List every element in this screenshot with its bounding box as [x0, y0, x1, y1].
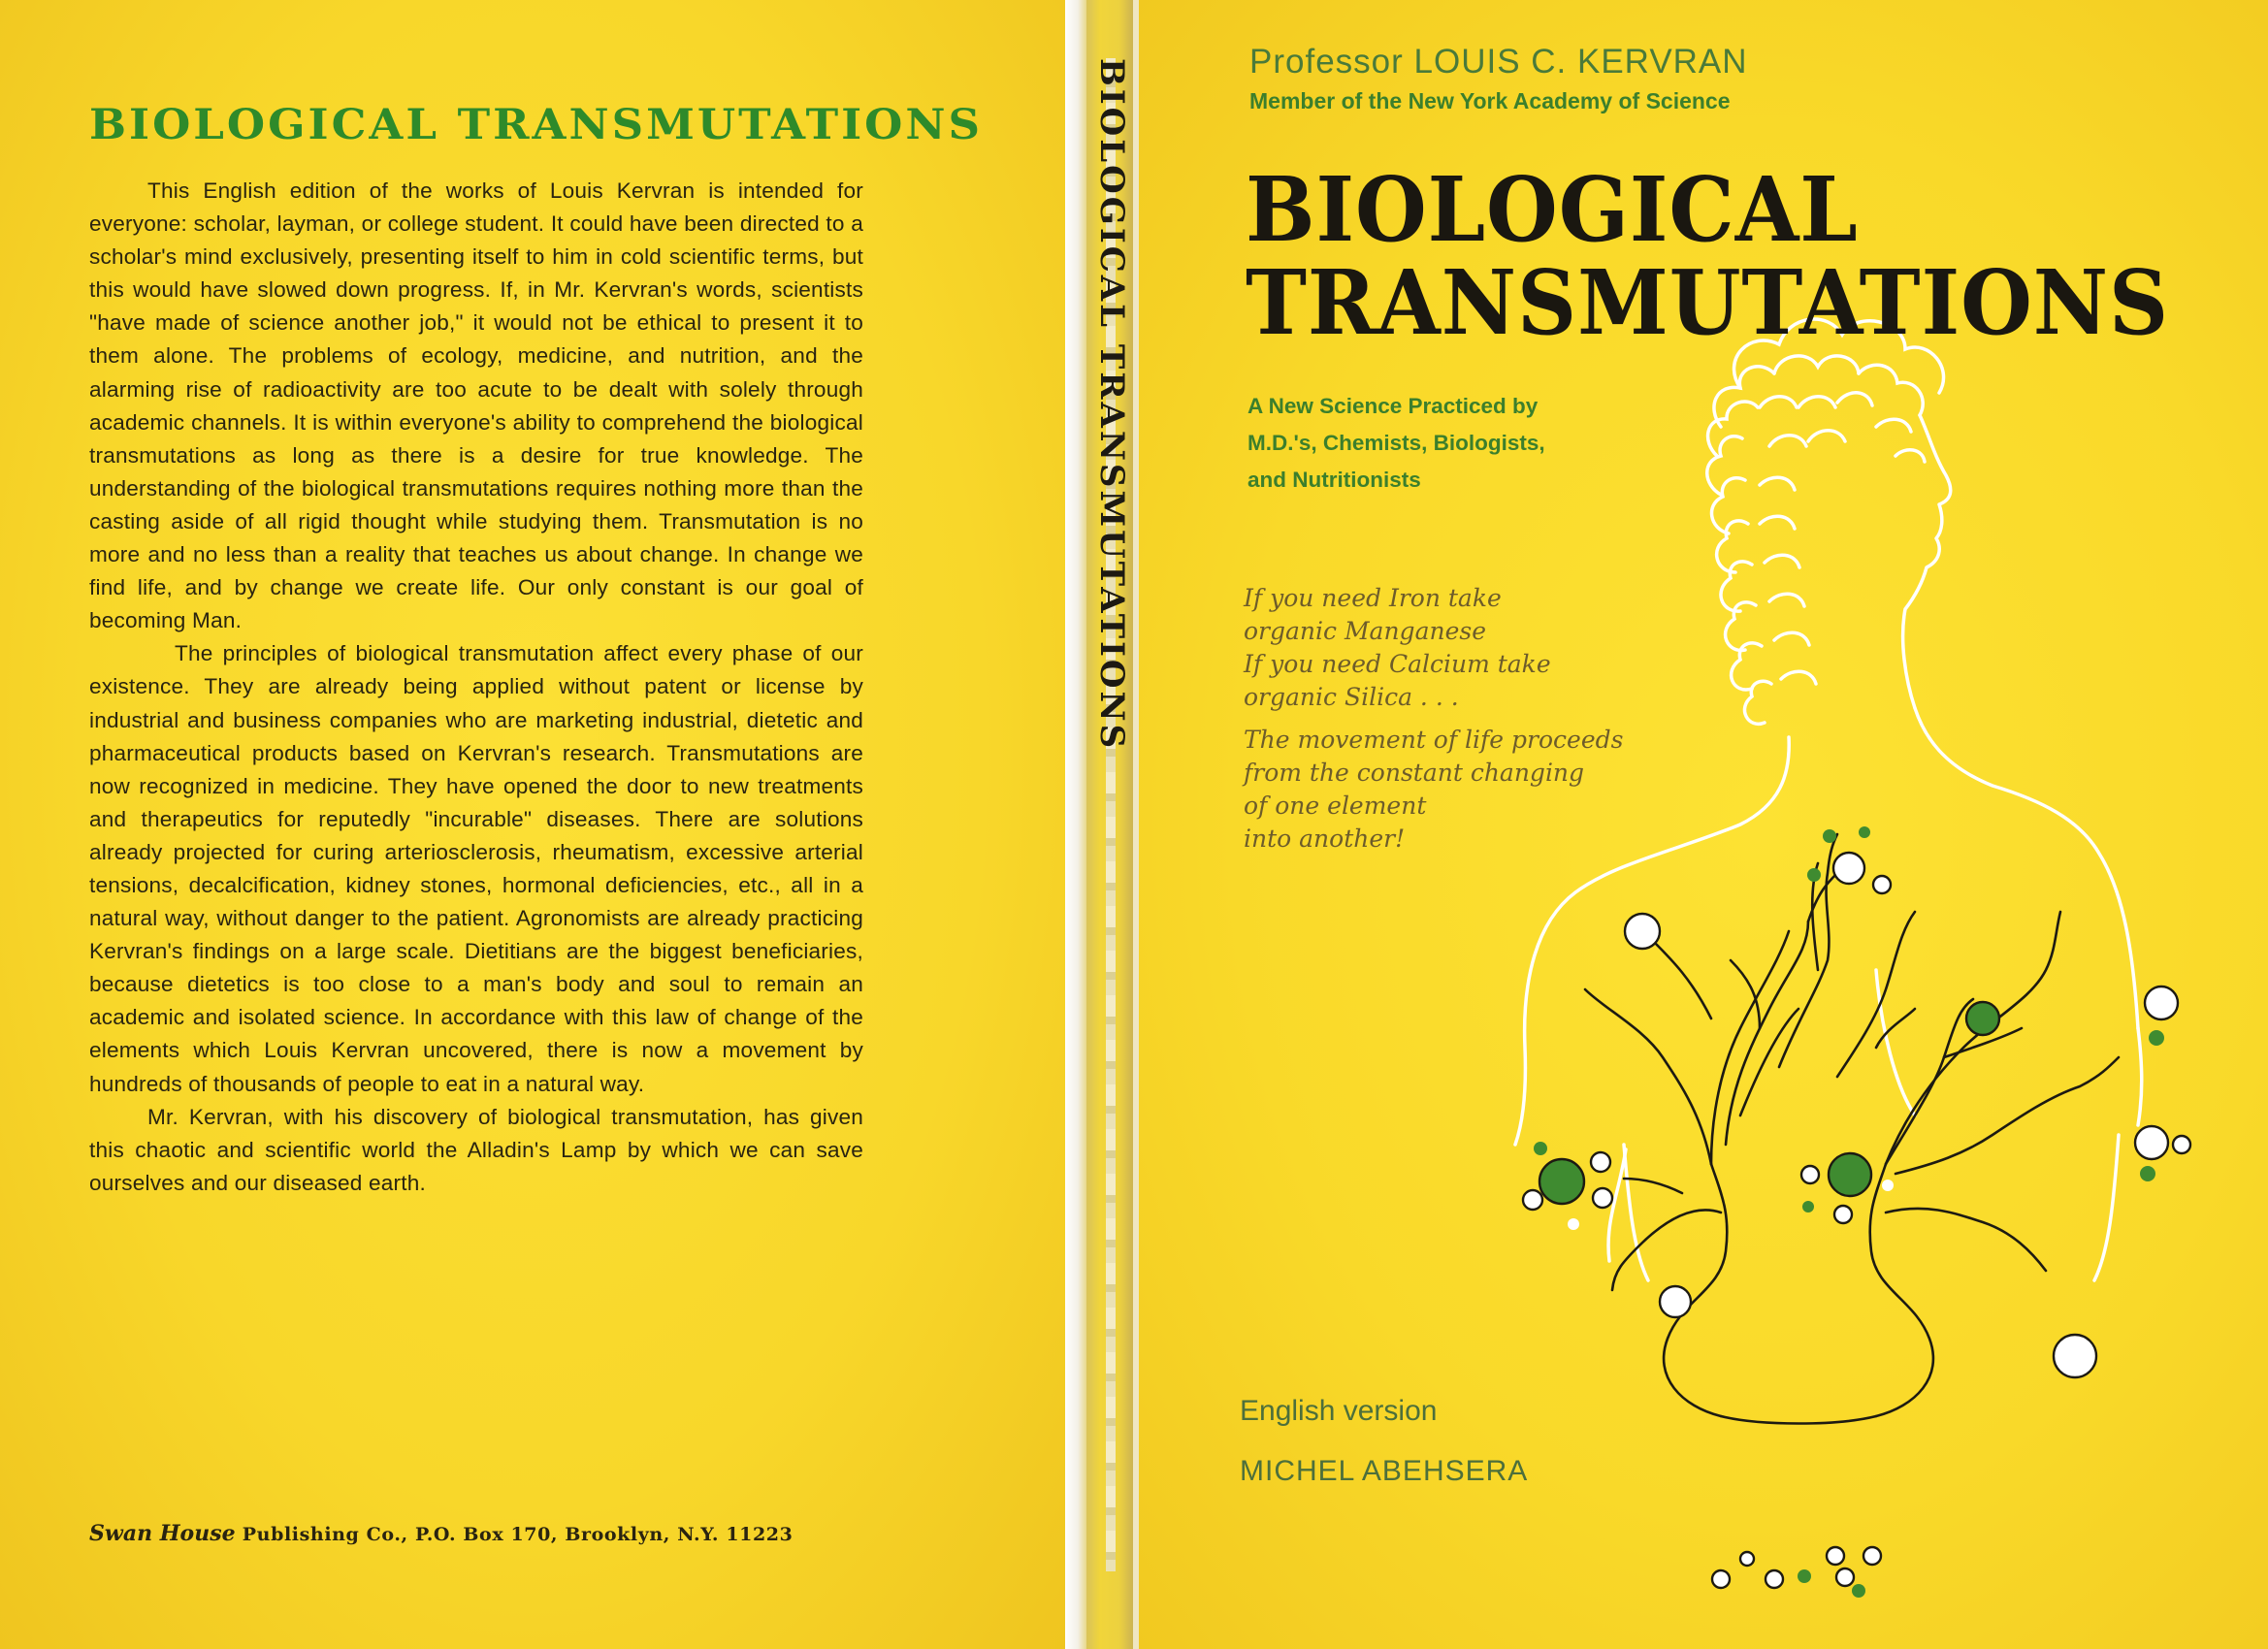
quote-line-6: from the constant changing	[1244, 759, 1585, 787]
publisher-address: Publishing Co., P.O. Box 170, Brooklyn, N.Y. 11223	[235, 1524, 794, 1545]
title-line-2: TRANSMUTATIONS	[1246, 250, 2170, 355]
back-cover-blurb	[89, 175, 863, 1200]
quote-line-2: organic Manganese	[1244, 617, 1486, 645]
translator-name: MICHEL ABEHSERA	[1240, 1455, 1529, 1487]
cover-subtitle	[1247, 388, 1545, 499]
front-cover-title	[1246, 157, 2250, 355]
hair-curls-drawing	[1707, 319, 1944, 724]
quote-line-7: of one element	[1244, 792, 1427, 820]
back-cover	[0, 0, 1065, 1649]
quote-line-5: The movement of life proceeds	[1244, 726, 1624, 754]
element-tree-drawing	[1585, 834, 2119, 1424]
quote-line-8: into another!	[1244, 824, 1406, 853]
quote-line-1: If you need Iron take	[1244, 584, 1502, 612]
subtitle-line-2: M.D.'s, Chemists, Biologists,	[1247, 431, 1545, 455]
blurb-paragraph-1: This English edition of the works of Louis Kervran is intended for everyone: scholar, layman, or college student. It could have been directed to a scholar's mind exclusively, presenting itself to him in cold scientific terms, but this would have slowed down progress. If, in Mr. Kervran's words, scientists "have made of science another job," it would not be ethical to present it to them alone. The problems of ecology, medicine, and nutrition, and the alarming rise of radioactivity are too acute to be dealt with solely through academic channels. It is within everyone's ability to comprehend the biological transmutations as long as there is a desire for true knowledge. The understanding of the biological transmutations requires nothing more than the casting aside of all rigid thought while studying them. Transmutation is no more and no less than a reality that teaches us about change. In change we find life, and by change we create life. Our only constant is our goal of becoming Man.	[89, 178, 863, 633]
blurb-paragraph-3: Mr. Kervran, with his discovery of biological transmutation, has given this chaotic and scientific world the Alladin's Lamp by which we can save ourselves and our diseased earth.	[89, 1104, 863, 1195]
subtitle-line-1: A New Science Practiced by	[1247, 394, 1539, 418]
front-cover	[1139, 0, 2268, 1649]
cover-quote	[1244, 582, 1680, 856]
quote-line-3: If you need Calcium take	[1244, 650, 1551, 678]
spine-fold-left	[1065, 0, 1086, 1649]
publisher-line	[89, 1521, 870, 1546]
author-name: Professor LOUIS C. KERVRAN	[1249, 43, 1748, 81]
quote-spacer	[1244, 714, 1680, 724]
title-line-1: BIOLOGICAL	[1246, 157, 1859, 262]
subtitle-line-3: and Nutritionists	[1247, 468, 1421, 492]
author-affiliation: Member of the New York Academy of Science	[1249, 88, 1731, 113]
blurb-paragraph-2: The principles of biological transmutation affect every phase of our existence. They are already being applied without patent or license by industrial and business companies who are marketing industrial, dietetic and pharmaceutical products based on Kervran's research. Transmutations are now recognized in medicine. They have opened the door to new treatments and therapeutics for reputedly "incurable" diseases. There are solutions already projected for curing arteriosclerosis, rheumatism, excessive arterial tensions, decalcification, kidney stones, hormonal deficiencies, etc., all in a natural way, without danger to the patient. Agronomists are already practicing Kervran's findings on a large scale. Dietitians are the biggest beneficiaries, because dietetics is too close to a man's body and soul to remain an academic and isolated science. In accordance with this law of change of the elements which Louis Kervran uncovered, there is now a movement by hundreds of thousands of people to eat in a natural way.	[89, 641, 863, 1096]
spine-title: BIOLOGICAL TRANSMUTATIONS	[1092, 58, 1131, 752]
quote-line-4: organic Silica . . .	[1244, 683, 1459, 711]
version-label: English version	[1240, 1395, 1438, 1427]
element-circles	[1523, 826, 2190, 1598]
back-cover-title: BIOLOGICAL TRANSMUTATIONS	[89, 100, 983, 149]
publisher-imprint: Swan House	[89, 1521, 236, 1546]
